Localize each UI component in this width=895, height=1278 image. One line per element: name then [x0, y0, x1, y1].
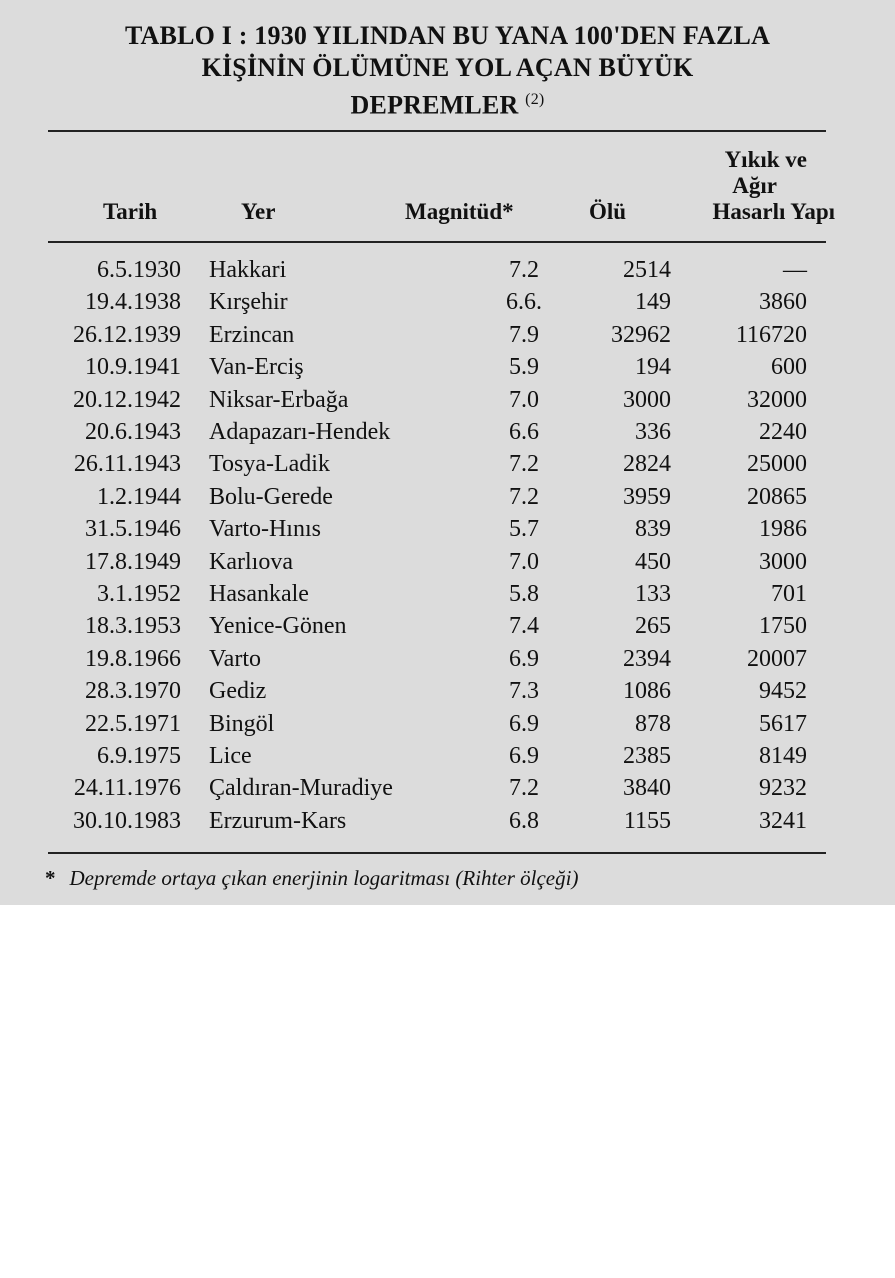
cell-deaths: 3000 — [623, 387, 671, 413]
footnote — [45, 866, 578, 891]
cell-place: Varto — [209, 646, 261, 672]
cell-deaths: 133 — [635, 581, 671, 607]
cell-damaged: 3860 — [759, 289, 807, 315]
cell-magnitude: 5.8 — [509, 581, 539, 607]
cell-place: Yenice-Gönen — [209, 613, 347, 639]
top-rule — [48, 130, 826, 132]
cell-deaths: 2394 — [623, 646, 671, 672]
cell-date: 6.5.1930 — [97, 257, 181, 283]
cell-date: 24.11.1976 — [73, 775, 181, 801]
cell-place: Varto-Hınıs — [209, 516, 321, 542]
header-rule — [48, 241, 826, 243]
cell-place: Karlıova — [209, 549, 293, 575]
cell-deaths: 265 — [635, 613, 671, 639]
cell-place: Bolu-Gerede — [209, 484, 333, 510]
cell-deaths: 3840 — [623, 775, 671, 801]
cell-magnitude: 7.4 — [509, 613, 539, 639]
cell-date: 6.9.1975 — [97, 743, 181, 769]
cell-place: Hakkari — [209, 257, 287, 283]
cell-deaths: 2385 — [623, 743, 671, 769]
cell-date: 20.12.1942 — [73, 387, 181, 413]
cell-deaths: 2824 — [623, 451, 671, 477]
cell-magnitude: 7.0 — [509, 549, 539, 575]
cell-damaged: 3000 — [759, 549, 807, 575]
cell-magnitude: 6.8 — [509, 808, 539, 834]
table-title — [20, 20, 875, 122]
cell-damaged: 5617 — [759, 711, 807, 737]
cell-deaths: 3959 — [623, 484, 671, 510]
cell-damaged: 20865 — [747, 484, 807, 510]
cell-date: 31.5.1946 — [85, 516, 181, 542]
cell-place: Çaldıran-Muradiye — [209, 775, 393, 801]
cell-deaths: 194 — [635, 354, 671, 380]
cell-place: Gediz — [209, 678, 267, 704]
cell-date: 30.10.1983 — [73, 808, 181, 834]
cell-deaths: 149 — [635, 289, 671, 315]
cell-magnitude: 6.6 — [509, 419, 539, 445]
cell-damaged: 2240 — [759, 419, 807, 445]
cell-damaged: 600 — [771, 354, 807, 380]
cell-magnitude: 5.9 — [509, 354, 539, 380]
cell-damaged: 8149 — [759, 743, 807, 769]
cell-date: 1.2.1944 — [97, 484, 181, 510]
cell-magnitude: 6.9 — [509, 711, 539, 737]
cell-deaths: 878 — [635, 711, 671, 737]
title-line-3: DEPREMLER — [350, 90, 519, 120]
cell-magnitude: 6.9 — [509, 743, 539, 769]
cell-place: Lice — [209, 743, 252, 769]
cell-damaged: 32000 — [747, 387, 807, 413]
cell-deaths: 32962 — [611, 322, 671, 348]
header-date: Tarih — [103, 199, 158, 224]
cell-damaged: 1986 — [759, 516, 807, 542]
header-damaged-1: Yıkık ve — [724, 147, 807, 172]
cell-date: 19.8.1966 — [85, 646, 181, 672]
cell-deaths: 1155 — [623, 808, 671, 834]
cell-magnitude: 7.0 — [509, 387, 539, 413]
title-line-2: KİŞİNİN ÖLÜMÜNE YOL AÇAN BÜYÜK — [201, 53, 694, 82]
cell-place: Bingöl — [209, 711, 275, 737]
cell-deaths: 839 — [635, 516, 671, 542]
cell-magnitude: 7.2 — [509, 775, 539, 801]
header-damaged-3: Hasarlı Yapı — [712, 199, 835, 224]
cell-magnitude: 7.2 — [509, 451, 539, 477]
cell-magnitude: 6.6. — [506, 289, 542, 315]
cell-damaged: 9232 — [759, 775, 807, 801]
cell-damaged: 701 — [771, 581, 807, 607]
cell-date: 28.3.1970 — [85, 678, 181, 704]
cell-date: 17.8.1949 — [85, 549, 181, 575]
header-place: Yer — [241, 199, 276, 224]
cell-magnitude: 7.9 — [509, 322, 539, 348]
cell-date: 26.12.1939 — [73, 322, 181, 348]
header-magnitude: Magnitüd* — [405, 199, 514, 224]
header-deaths: Ölü — [589, 199, 627, 224]
title-footnote-ref: (2) — [525, 91, 545, 108]
cell-place: Hasankale — [209, 581, 309, 607]
cell-place: Erzincan — [209, 322, 295, 348]
cell-place: Tosya-Ladik — [209, 451, 330, 477]
cell-damaged: 20007 — [747, 646, 807, 672]
cell-damaged: 9452 — [759, 678, 807, 704]
cell-date: 22.5.1971 — [85, 711, 181, 737]
cell-deaths: 2514 — [623, 257, 671, 283]
cell-damaged: 1750 — [759, 613, 807, 639]
cell-date: 18.3.1953 — [85, 613, 181, 639]
footnote-marker: * — [45, 866, 56, 890]
cell-magnitude: 7.2 — [509, 484, 539, 510]
footnote-text: Depremde ortaya çıkan enerjinin logaritması (Rihter ölçeği) — [69, 866, 579, 890]
cell-place: Niksar-Erbağa — [209, 387, 349, 413]
cell-place: Van-Erciş — [209, 354, 304, 380]
cell-date: 3.1.1952 — [97, 581, 181, 607]
cell-date: 10.9.1941 — [85, 354, 181, 380]
cell-date: 26.11.1943 — [73, 451, 181, 477]
cell-damaged: 25000 — [747, 451, 807, 477]
cell-place: Erzurum-Kars — [209, 808, 347, 834]
cell-place: Adapazarı-Hendek — [209, 419, 391, 445]
cell-magnitude: 7.2 — [509, 257, 539, 283]
cell-magnitude: 7.3 — [509, 678, 539, 704]
cell-damaged: — — [783, 257, 807, 283]
bottom-rule — [48, 852, 826, 854]
cell-date: 19.4.1938 — [85, 289, 181, 315]
cell-damaged: 3241 — [759, 808, 807, 834]
cell-deaths: 450 — [635, 549, 671, 575]
cell-damaged: 116720 — [735, 322, 807, 348]
cell-date: 20.6.1943 — [85, 419, 181, 445]
cell-deaths: 336 — [635, 419, 671, 445]
header-damaged-2: Ağır — [732, 173, 777, 198]
cell-magnitude: 6.9 — [509, 646, 539, 672]
cell-magnitude: 5.7 — [509, 516, 539, 542]
cell-place: Kırşehir — [209, 289, 288, 315]
cell-deaths: 1086 — [623, 678, 671, 704]
title-line-1: TABLO I : 1930 YILINDAN BU YANA 100'DEN FAZLA — [124, 21, 771, 50]
